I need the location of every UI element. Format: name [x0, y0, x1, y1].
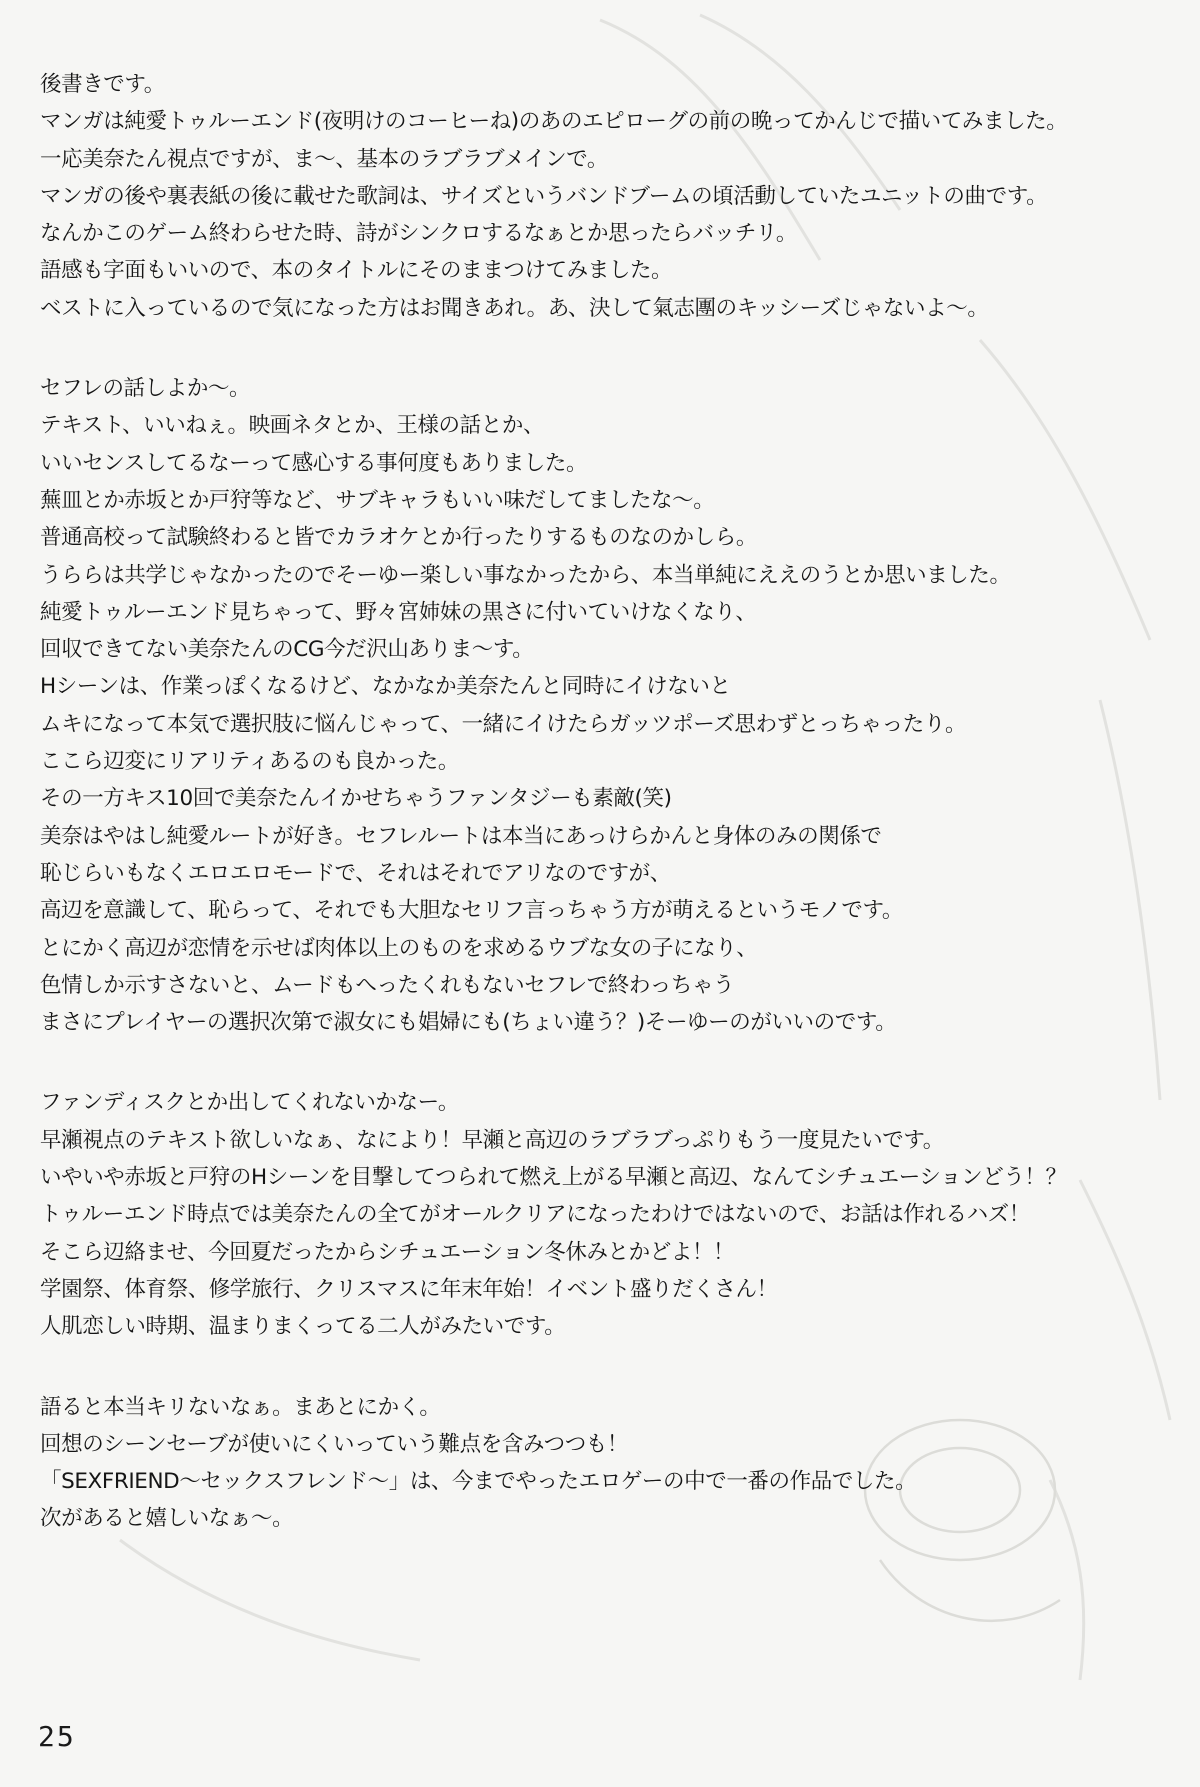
- text-line: 早瀬視点のテキスト欲しいなぁ、なにより！早瀬と高辺のラブラブっぷりもう一度見たいです。: [40, 1127, 944, 1153]
- text-line: Hシーンは、作業っぽくなるけど、なかなか美奈たんと同時にイけないと: [40, 674, 731, 700]
- text-line: 人肌恋しい時期、温まりまくってる二人がみたいです。: [40, 1314, 566, 1340]
- text-line: まさにプレイヤーの選択次第で淑女にも娼婦にも(ちょい違う？)そーゆーのがいいのです。: [40, 1010, 897, 1036]
- paragraph-2: [40, 370, 1160, 1041]
- text-line: セフレの話しよか〜。: [40, 376, 251, 402]
- text-line: いいセンスしてるなーって感心する事何度もありました。: [40, 450, 588, 476]
- text-line: 回想のシーンセーブが使いにくいっていう難点を含みつつも！: [40, 1431, 629, 1457]
- text-line: なんかこのゲーム終わらせた時、詩がシンクロするなぁとか思ったらバッチリ。: [40, 221, 797, 247]
- text-line: 一応美奈たん視点ですが、ま〜、基本のラブラブメインで。: [40, 146, 608, 172]
- text-line: うららは共学じゃなかったのでそーゆー楽しい事なかったから、本当単純にええのうとか思いました。: [40, 562, 1011, 588]
- text-line: 回収できてない美奈たんのCG今だ沢山ありま〜す。: [40, 637, 534, 663]
- paragraph-4: [40, 1389, 1160, 1538]
- text-line: ムキになって本気で選択肢に悩んじゃって、一緒にイけたらガッツポーズ思わずとっちゃったり。: [40, 711, 967, 737]
- text-line: 学園祭、体育祭、修学旅行、クリスマスに年末年始！イベント盛りだくさん！: [40, 1276, 778, 1302]
- text-line: 高辺を意識して、恥らって、それでも大胆なセリフ言っちゃう方が萌えるというモノです。: [40, 898, 903, 924]
- text-line: いやいや赤坂と戸狩のHシーンを目撃してつられて燃え上がる早瀬と高辺、なんてシチュエーションどう！？: [40, 1165, 1067, 1191]
- paragraph-1: [40, 66, 1160, 327]
- text-line: 色情しか示すさないと、ムードもへったくれもないセフレで終わっちゃう: [40, 972, 735, 998]
- page-number: 25: [38, 1720, 76, 1753]
- text-line: そこら辺絡ませ、今回夏だったからシチュエーション冬休みとかどよ！！: [40, 1239, 735, 1265]
- text-line: トゥルーエンド時点では美奈たんの全てがオールクリアになったわけではないので、お話は作れるハズ！: [40, 1202, 1030, 1228]
- text-line: とにかく高辺が恋情を示せば肉体以上のものを求めるウブな女の子になり、: [40, 935, 758, 961]
- text-line: 純愛トゥルーエンド見ちゃって、野々宮姉妹の黒さに付いていけなくなり、: [40, 599, 757, 625]
- text-line: マンガは純愛トゥルーエンド(夜明けのコーヒーね)のあのエピローグの前の晩ってかんじで描いてみました。: [40, 109, 1068, 135]
- text-line: 「SEXFRIEND〜セックスフレンド〜」は、今までやったエロゲーの中で一番の作品でした。: [40, 1469, 917, 1495]
- text-line: 普通高校って試験終わると皆でカラオケとか行ったりするものなのかしら。: [40, 525, 757, 551]
- text-line: ファンディスクとか出してくれないかなー。: [40, 1090, 459, 1116]
- afterword-text: [40, 66, 1160, 1581]
- text-line: マンガの後や裏表紙の後に載せた歌詞は、サイズというバンドブームの頃活動していたユニットの曲です。: [40, 183, 1048, 209]
- text-line: テキスト、いいねぇ。映画ネタとか、王様の話とか、: [40, 413, 545, 439]
- text-line: 蕪皿とか赤坂とか戸狩等など、サブキャラもいい味だしてましたな〜。: [40, 487, 715, 513]
- paragraph-3: [40, 1084, 1160, 1345]
- text-line: 美奈はやはし純愛ルートが好き。セフレルートは本当にあっけらかんと身体のみの関係で: [40, 823, 882, 849]
- text-line: 恥じらいもなくエロエロモードで、それはそれでアリなのですが、: [40, 860, 671, 886]
- text-line: 語感も字面もいいので、本のタイトルにそのままつけてみました。: [40, 258, 673, 284]
- text-line: 次があると嬉しいなぁ〜。: [40, 1506, 294, 1532]
- text-line: 後書きです。: [40, 72, 165, 97]
- text-line: 語ると本当キリないなぁ。まあとにかく。: [40, 1394, 441, 1420]
- text-line: その一方キス10回で美奈たんイかせちゃうファンタジーも素敵(笑): [40, 786, 672, 812]
- text-line: ベストに入っているので気になった方はお聞きあれ。あ、決して氣志團のキッシーズじゃないよ〜。: [40, 295, 989, 321]
- text-line: ここら辺変にリアリティあるのも良かった。: [40, 749, 459, 775]
